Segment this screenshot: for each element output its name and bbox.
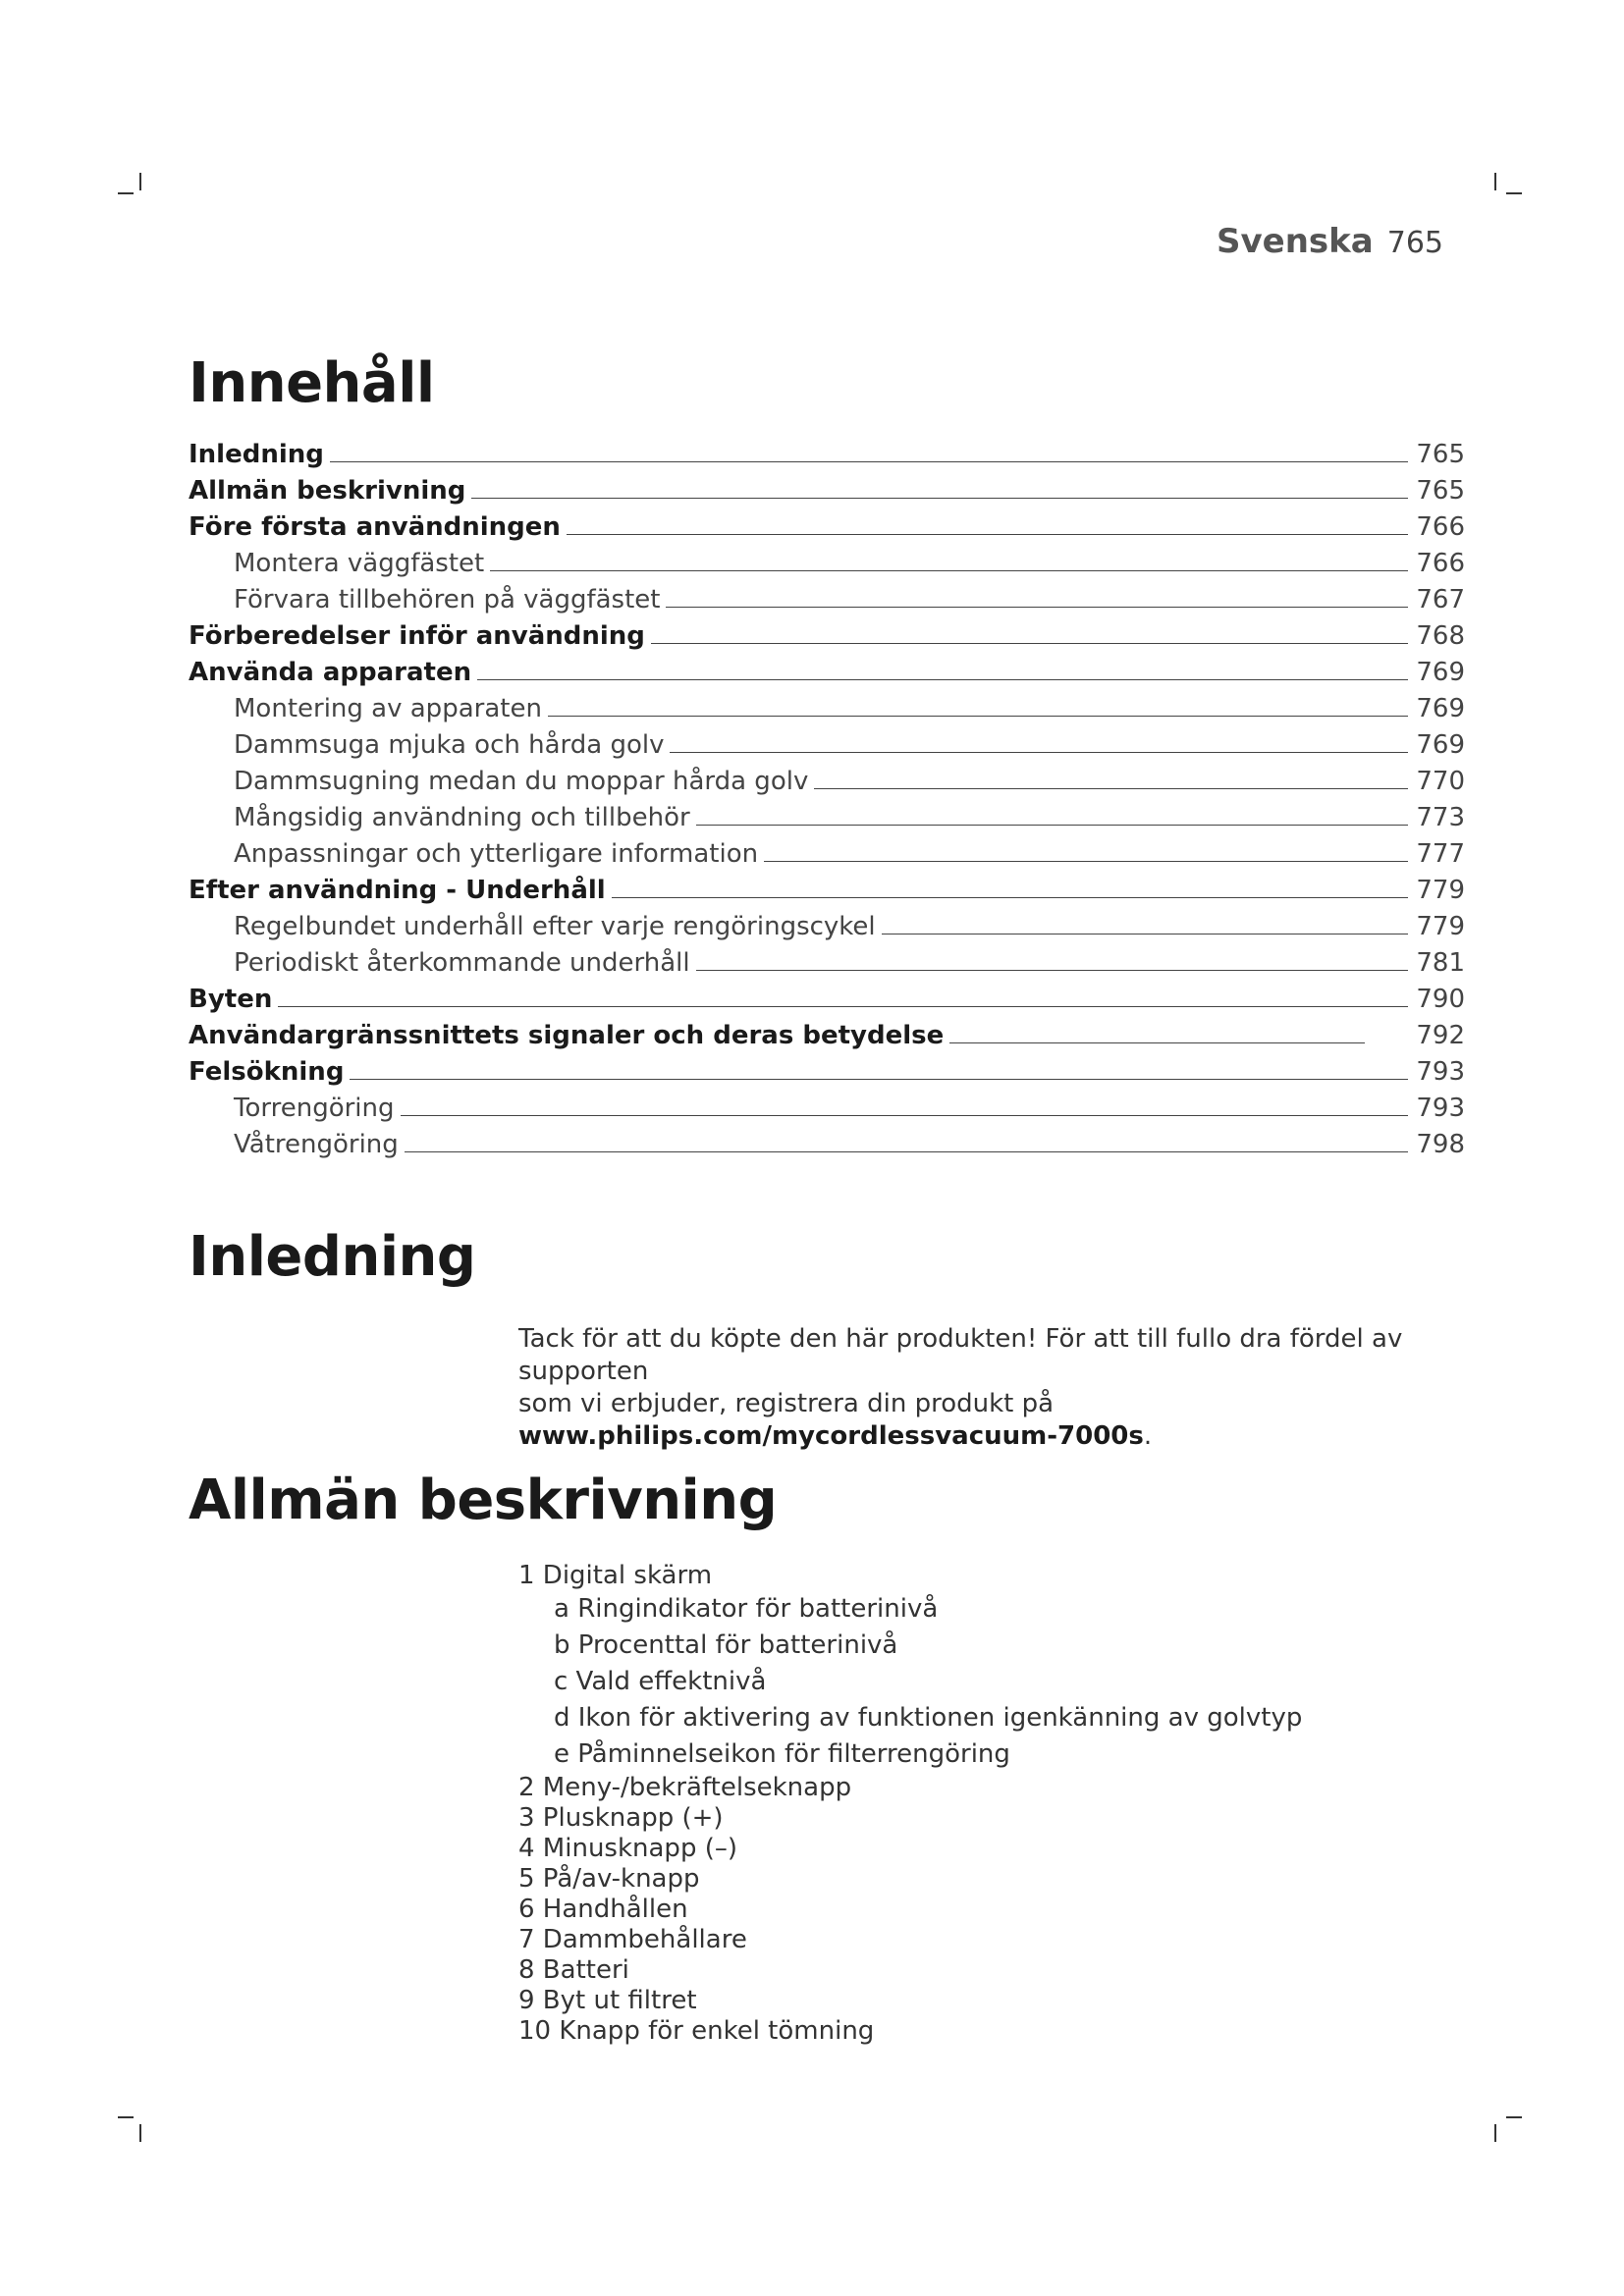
crop-mark-bottom-left-v: [139, 2124, 141, 2142]
toc-entry-page: 767: [1416, 585, 1465, 614]
toc-entry-title: Regelbundet underhåll efter varje rengöringscykel: [234, 912, 876, 941]
toc-entry-title: Före första användningen: [189, 512, 561, 542]
table-of-contents: [189, 440, 1465, 1166]
description-item: 6 Handhållen: [518, 1895, 688, 1924]
toc-entry[interactable]: [189, 767, 1465, 803]
crop-mark-top-right-v: [1494, 173, 1496, 190]
toc-entry-page: 769: [1416, 730, 1465, 760]
toc-entry-title: Användargränssnittets signaler och deras betydelse: [189, 1021, 945, 1050]
toc-entry[interactable]: [189, 1021, 1465, 1057]
toc-entry-page: 766: [1416, 512, 1465, 542]
description-subitem: a Ringindikator för batterinivå: [554, 1594, 939, 1624]
toc-entry[interactable]: [189, 694, 1465, 730]
toc-entry-page: 773: [1416, 803, 1465, 832]
toc-entry-title: Periodiskt återkommande underhåll: [234, 948, 690, 978]
toc-leader-line: [612, 897, 1408, 898]
toc-leader-line: [764, 861, 1408, 862]
description-subitem: b Procenttal för batterinivå: [554, 1630, 898, 1660]
toc-entry-page: 768: [1416, 621, 1465, 651]
toc-entry[interactable]: [189, 440, 1465, 476]
toc-entry-title: Montera väggfästet: [234, 549, 485, 578]
toc-entry[interactable]: [189, 839, 1465, 876]
toc-entry-title: Dammsuga mjuka och hårda golv: [234, 730, 665, 760]
toc-entry-title: Felsökning: [189, 1057, 345, 1087]
toc-leader-line: [278, 1006, 1408, 1007]
toc-leader-line: [477, 679, 1408, 680]
link-suffix: .: [1143, 1421, 1153, 1451]
toc-leader-line: [548, 716, 1408, 717]
toc-entry-page: 781: [1416, 948, 1465, 978]
toc-entry[interactable]: [189, 730, 1465, 767]
toc-entry-title: Förvara tillbehören på väggfästet: [234, 585, 661, 614]
toc-leader-line: [814, 788, 1408, 789]
running-header: [1217, 222, 1443, 261]
toc-leader-line: [350, 1079, 1408, 1080]
description-item: 5 På/av-knapp: [518, 1864, 700, 1894]
intro-heading: Inledning: [189, 1225, 476, 1289]
description-subitem: e Påminnelseikon för filterrengöring: [554, 1739, 1010, 1769]
description-item: 9 Byt ut filtret: [518, 1986, 697, 2015]
toc-leader-line: [490, 570, 1408, 571]
toc-entry-page: 766: [1416, 549, 1465, 578]
toc-entry-page: 777: [1416, 839, 1465, 869]
toc-entry[interactable]: [189, 876, 1465, 912]
toc-entry[interactable]: [189, 803, 1465, 839]
header-language: Svenska: [1217, 222, 1374, 261]
toc-entry-title: Dammsugning medan du moppar hårda golv: [234, 767, 809, 796]
toc-entry-title: Byten: [189, 985, 273, 1014]
toc-entry-page: 769: [1416, 658, 1465, 687]
toc-entry[interactable]: [189, 585, 1465, 621]
toc-entry-title: Förberedelser inför användning: [189, 621, 645, 651]
general-heading: Allmän beskrivning: [189, 1468, 778, 1532]
toc-entry-title: Använda apparaten: [189, 658, 472, 687]
toc-entry-title: Våtrengöring: [234, 1130, 399, 1159]
toc-entry-page: 793: [1416, 1057, 1465, 1087]
toc-entry[interactable]: [189, 476, 1465, 512]
description-item: 7 Dammbehållare: [518, 1925, 747, 1954]
toc-entry[interactable]: [189, 985, 1465, 1021]
toc-leader-line: [651, 643, 1408, 644]
toc-leader-line: [696, 970, 1408, 971]
toc-leader-line: [670, 752, 1408, 753]
toc-entry-page: 798: [1416, 1130, 1465, 1159]
crop-mark-top-right-h: [1506, 192, 1522, 194]
description-item: 10 Knapp för enkel tömning: [518, 2016, 875, 2046]
toc-entry[interactable]: [189, 621, 1465, 658]
toc-entry-title: Allmän beskrivning: [189, 476, 466, 506]
toc-entry-page: 770: [1416, 767, 1465, 796]
toc-entry-page: 793: [1416, 1094, 1465, 1123]
toc-entry-page: 769: [1416, 694, 1465, 723]
toc-entry-page: 779: [1416, 912, 1465, 941]
toc-entry[interactable]: [189, 512, 1465, 549]
toc-entry[interactable]: [189, 912, 1465, 948]
intro-paragraph: [518, 1323, 1461, 1453]
toc-leader-line: [666, 607, 1408, 608]
toc-leader-line: [405, 1151, 1408, 1152]
toc-leader-line: [567, 534, 1408, 535]
toc-leader-line: [401, 1115, 1408, 1116]
toc-heading: Innehåll: [189, 351, 435, 415]
description-subitem: c Vald effektnivå: [554, 1667, 767, 1696]
toc-entry[interactable]: [189, 658, 1465, 694]
registration-link[interactable]: www.philips.com/mycordlessvacuum-7000s: [518, 1421, 1144, 1451]
toc-entry-title: Efter användning - Underhåll: [189, 876, 606, 905]
crop-mark-bottom-left-h: [118, 2116, 134, 2118]
intro-line-3: [518, 1420, 1461, 1453]
crop-mark-bottom-right-v: [1494, 2124, 1496, 2142]
toc-entry-title: Mångsidig användning och tillbehör: [234, 803, 690, 832]
toc-entry-page: 765: [1416, 476, 1465, 506]
toc-entry[interactable]: [189, 549, 1465, 585]
description-subitem: d Ikon för aktivering av funktionen igenkänning av golvtyp: [554, 1703, 1303, 1733]
toc-entry-title: Montering av apparaten: [234, 694, 542, 723]
description-item: 1 Digital skärm: [518, 1561, 713, 1590]
toc-entry-page: 792: [1416, 1021, 1465, 1050]
toc-entry[interactable]: [189, 1057, 1465, 1094]
toc-entry-title: Anpassningar och ytterligare information: [234, 839, 759, 869]
toc-entry-page: 765: [1416, 440, 1465, 469]
description-item: 2 Meny-/bekräftelseknapp: [518, 1773, 852, 1802]
crop-mark-top-left-h: [118, 192, 134, 194]
toc-entry-page: 779: [1416, 876, 1465, 905]
toc-entry-title: Inledning: [189, 440, 324, 469]
toc-entry-page: 790: [1416, 985, 1465, 1014]
header-page-number: 765: [1386, 226, 1443, 260]
toc-leader-line: [949, 1042, 1365, 1043]
general-description-list: [518, 1561, 1302, 2047]
toc-leader-line: [696, 825, 1408, 826]
toc-entry[interactable]: [189, 948, 1465, 985]
toc-entry[interactable]: [189, 1130, 1465, 1166]
crop-mark-bottom-right-h: [1506, 2116, 1522, 2118]
toc-leader-line: [330, 461, 1408, 462]
toc-entry-title: Torrengöring: [234, 1094, 395, 1123]
description-item: 4 Minusknapp (–): [518, 1834, 737, 1863]
description-item: 3 Plusknapp (+): [518, 1803, 724, 1833]
intro-line-2: som vi erbjuder, registrera din produkt på: [518, 1389, 1055, 1418]
toc-entry[interactable]: [189, 1094, 1465, 1130]
description-item: 8 Batteri: [518, 1955, 629, 1985]
intro-line-1: Tack för att du köpte den här produkten! För att till fullo dra fördel av supporten: [518, 1324, 1403, 1386]
crop-mark-top-left-v: [139, 173, 141, 190]
toc-leader-line: [471, 498, 1408, 499]
